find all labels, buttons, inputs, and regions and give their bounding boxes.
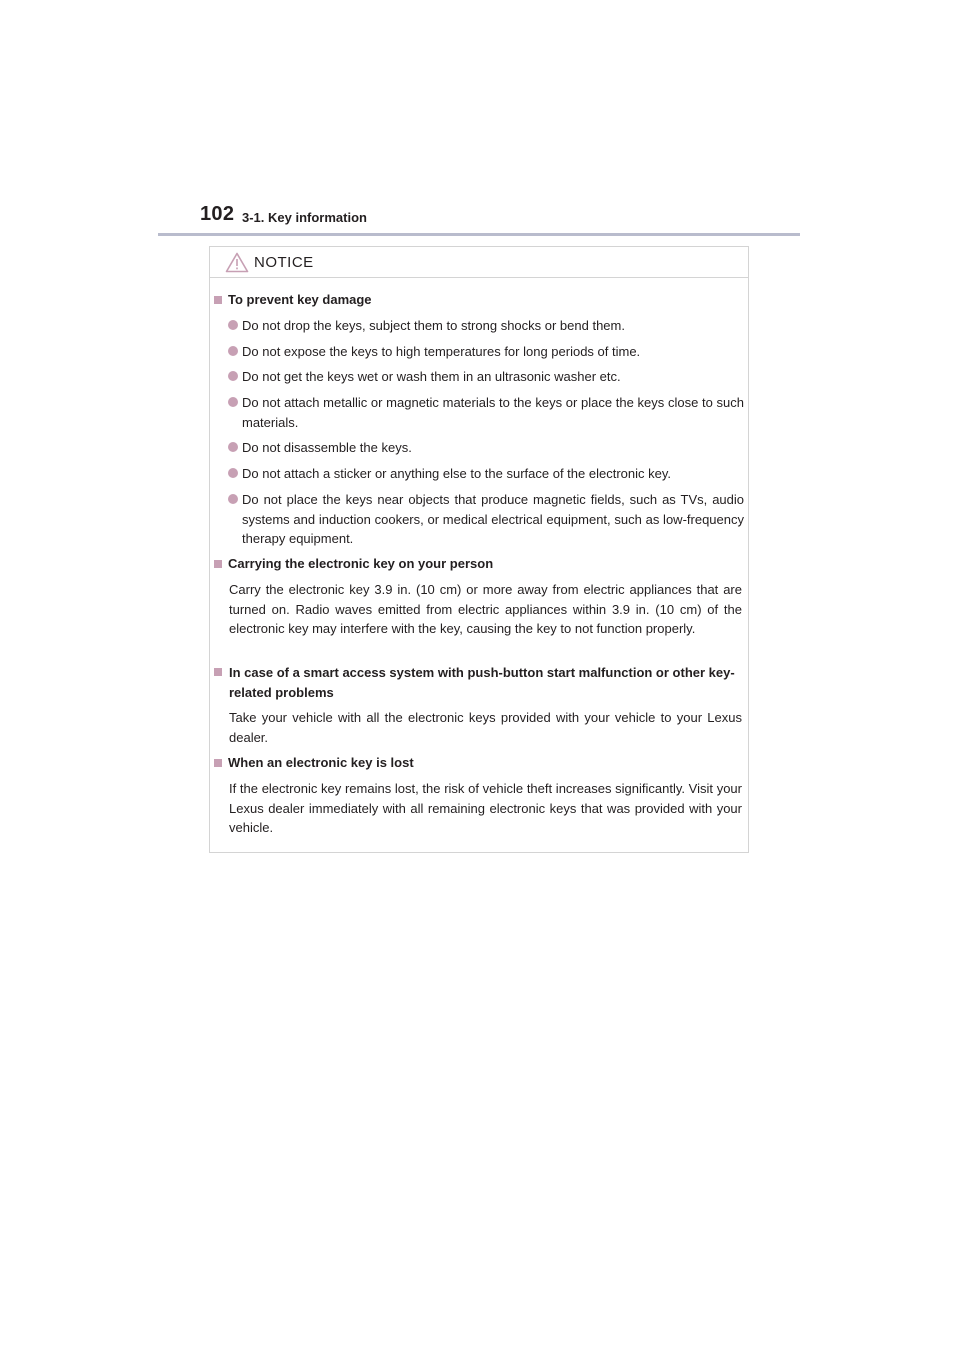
circle-bullet-icon — [228, 371, 238, 381]
section-body: Take your vehicle with all the electronic keys provided with your vehicle to your Lexus dealer. — [229, 710, 742, 745]
header-rule — [158, 233, 800, 236]
notice-box — [209, 246, 749, 853]
circle-bullet-icon — [228, 494, 238, 504]
circle-bullet-icon — [228, 346, 238, 356]
page-header — [158, 200, 800, 236]
bullet-item: Do not get the keys wet or wash them in an ultrasonic washer etc. — [226, 367, 744, 387]
bullet-item: Do not place the keys near objects that produce magnetic fields, such as TVs, audio systems and induction cookers, or medical electrical equipment, such as low-frequency therapy equipment. — [226, 490, 744, 549]
bullet-item: Do not attach metallic or magnetic materials to the keys or place the keys close to such materials. — [226, 393, 744, 432]
notice-title: NOTICE — [254, 254, 314, 271]
section-heading: In case of a smart access system with push-button start malfunction or other key-related problems — [214, 663, 746, 702]
circle-bullet-icon — [228, 397, 238, 407]
square-bullet-icon — [214, 560, 222, 568]
bullet-item: Do not attach a sticker or anything else to the surface of the electronic key. — [226, 464, 744, 484]
section-body: If the electronic key remains lost, the risk of vehicle theft increases significantly. Visit your Lexus dealer immediately with all remaining electronic keys that was provided with your vehicle. — [229, 781, 742, 835]
bullet-item: Do not expose the keys to high temperatures for long periods of time. — [226, 342, 744, 362]
section-title: 3-1. Key information — [242, 210, 367, 225]
circle-bullet-icon — [228, 468, 238, 478]
page-number: 102 — [200, 203, 235, 225]
section-heading: Carrying the electronic key on your person — [214, 554, 746, 574]
square-bullet-icon — [214, 296, 222, 304]
bullet-item: Do not drop the keys, subject them to strong shocks or bend them. — [226, 316, 744, 336]
section-heading: To prevent key damage — [214, 290, 746, 310]
section-body: Carry the electronic key 3.9 in. (10 cm) or more away from electric appliances that are turned on. Radio waves emitted from electric appliances within 3.9 in. (10 cm) of the electronic key may interfere with the key, causing the key to not function properly. — [229, 582, 742, 636]
notice-header — [210, 247, 748, 278]
square-bullet-icon — [214, 759, 222, 767]
square-bullet-icon — [214, 668, 222, 676]
bullet-item: Do not disassemble the keys. — [226, 438, 744, 458]
section-heading: When an electronic key is lost — [214, 753, 746, 773]
circle-bullet-icon — [228, 442, 238, 452]
circle-bullet-icon — [228, 320, 238, 330]
warning-triangle-icon — [225, 252, 249, 273]
